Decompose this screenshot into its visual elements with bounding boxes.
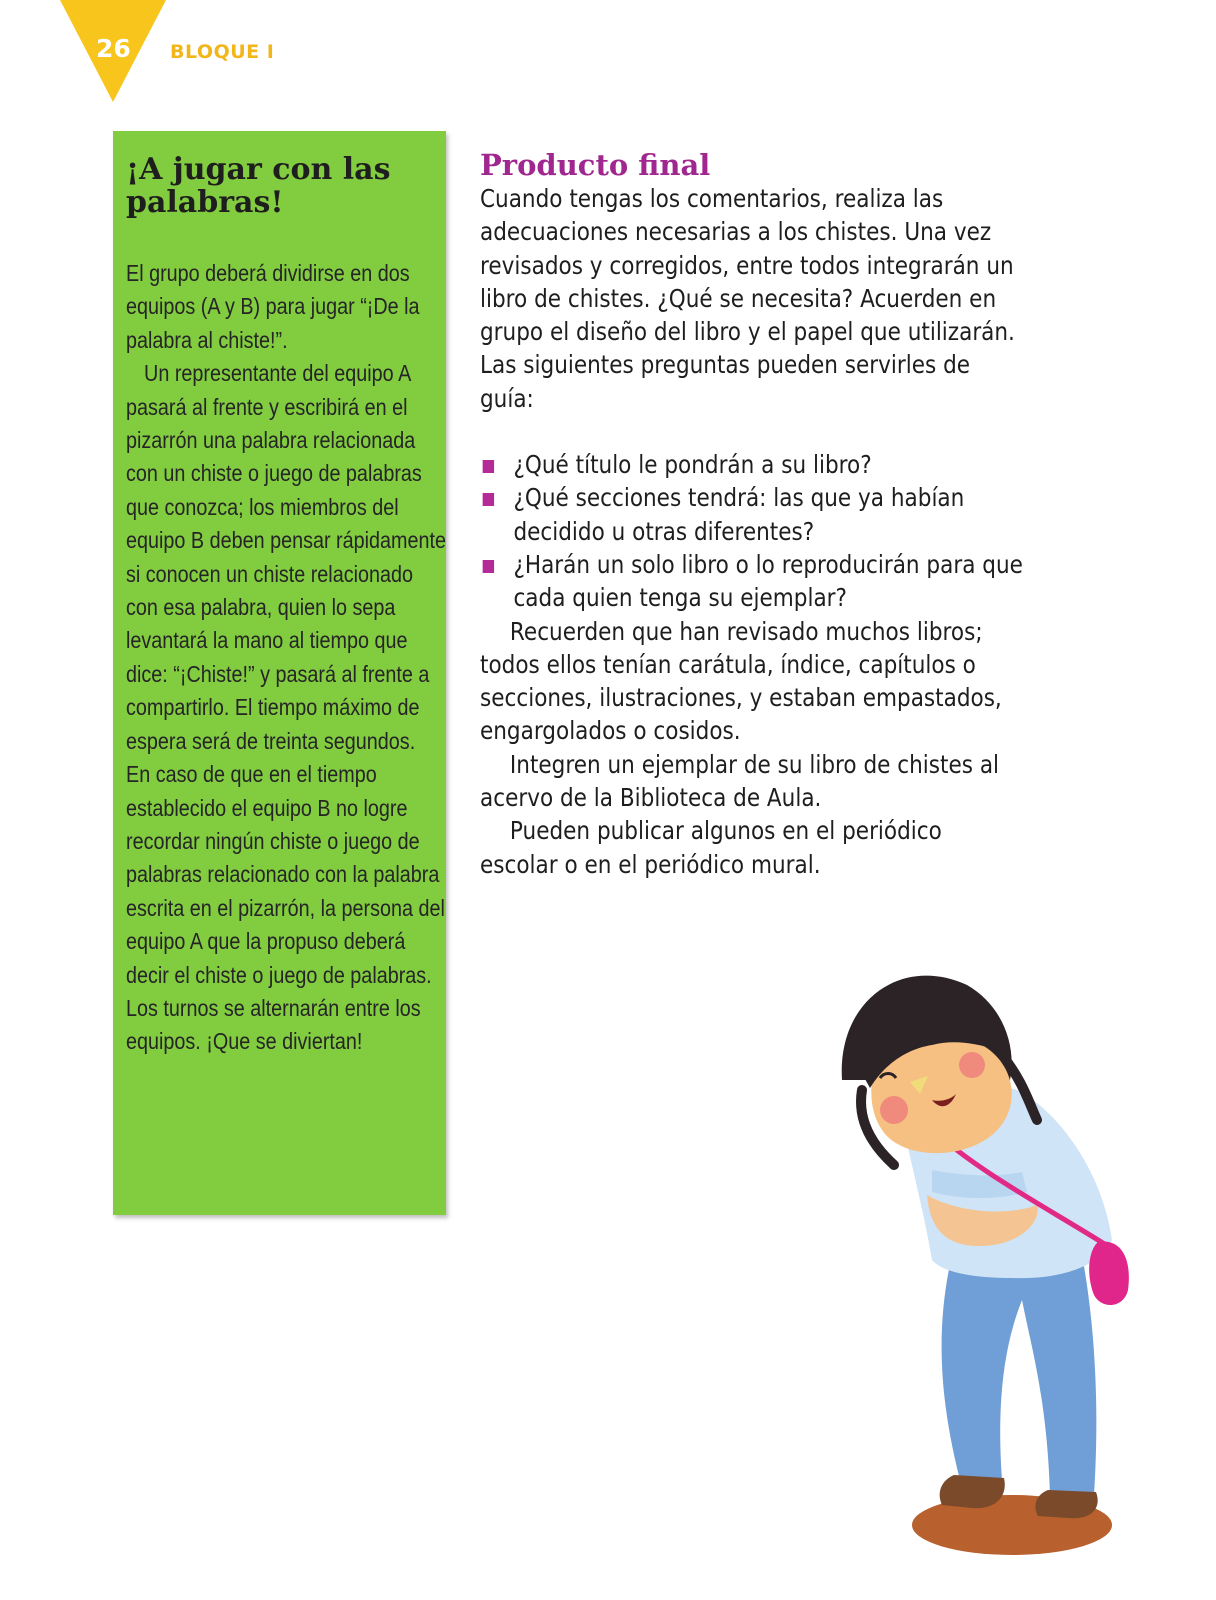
question-list	[480, 448, 1026, 614]
activity-sidebar	[113, 131, 446, 1215]
sidebar-body	[126, 257, 449, 1059]
list-item	[480, 548, 1026, 615]
closing-paragraph: Pueden publicar algunos en el periódico escolar o en el periódico mural.	[480, 816, 942, 879]
square-bullet-icon	[483, 493, 494, 506]
question-text: ¿Harán un solo libro o lo reproducirán para que cada quien tenga su ejemplar?	[513, 549, 1023, 613]
intro-paragraph: Cuando tengas los comentarios, realiza las adecuaciones necesarias a los chistes. Una vez revisados y corregidos, entre todos integrarán un libro de chistes. ¿Qué se necesita? Acuerden en grupo el diseño del libro y el papel que utilizarán. Las siguientes preguntas pueden servirles de guía:	[480, 184, 1015, 413]
sidebar-paragraph: El grupo deberá dividirse en dos equipos (A y B) para jugar “¡De la palabra al chiste!”.	[126, 260, 420, 353]
sidebar-title: ¡A jugar con las palabras!	[126, 152, 391, 220]
sidebar-paragraph: En caso de que en el tiempo establecido el equipo B no logre recordar ningún chiste o juego de palabras relacionado con la palabra escrita en el pizarrón, la persona del equipo A que la propuso deberá decir el chiste o juego de palabras. Los turnos se alternarán entre los equipos. ¡Que se diviertan!	[126, 761, 445, 1055]
block-label: BLOQUE I	[170, 41, 275, 63]
list-item	[480, 481, 1026, 548]
list-item	[480, 448, 1026, 481]
laughing-girl-illustration	[832, 960, 1152, 1570]
closing-paragraph: Recuerden que han revisado muchos libros; todos ellos tenían carátula, índice, capítulos o secciones, ilustraciones, y estaban empastados, engargolados o cosidos.	[480, 616, 1002, 746]
sidebar-paragraph: Un representante del equipo A pasará al frente y escribirá en el pizarrón una palabra relacionada con un chiste o juego de palabras que conozca; los miembros del equipo B deben pensar rápidamente si conocen un chiste relacionado con esa palabra, quien lo sepa levantará la mano al tiempo que dice: “¡Chiste!” y pasará al frente a compartirlo. El tiempo máximo de espera será de treinta segundos.	[126, 360, 447, 754]
main-column	[480, 148, 1040, 881]
page-number: 26	[96, 34, 131, 63]
square-bullet-icon	[483, 460, 494, 473]
question-text: ¿Qué secciones tendrá: las que ya habían decidido u otras diferentes?	[513, 483, 965, 546]
square-bullet-icon	[483, 560, 494, 573]
main-title: Producto final	[480, 148, 711, 182]
question-text: ¿Qué título le pondrán a su libro?	[513, 450, 872, 480]
main-text	[480, 182, 1026, 881]
closing-paragraph: Integren un ejemplar de su libro de chistes al acervo de la Biblioteca de Aula.	[480, 749, 1000, 813]
